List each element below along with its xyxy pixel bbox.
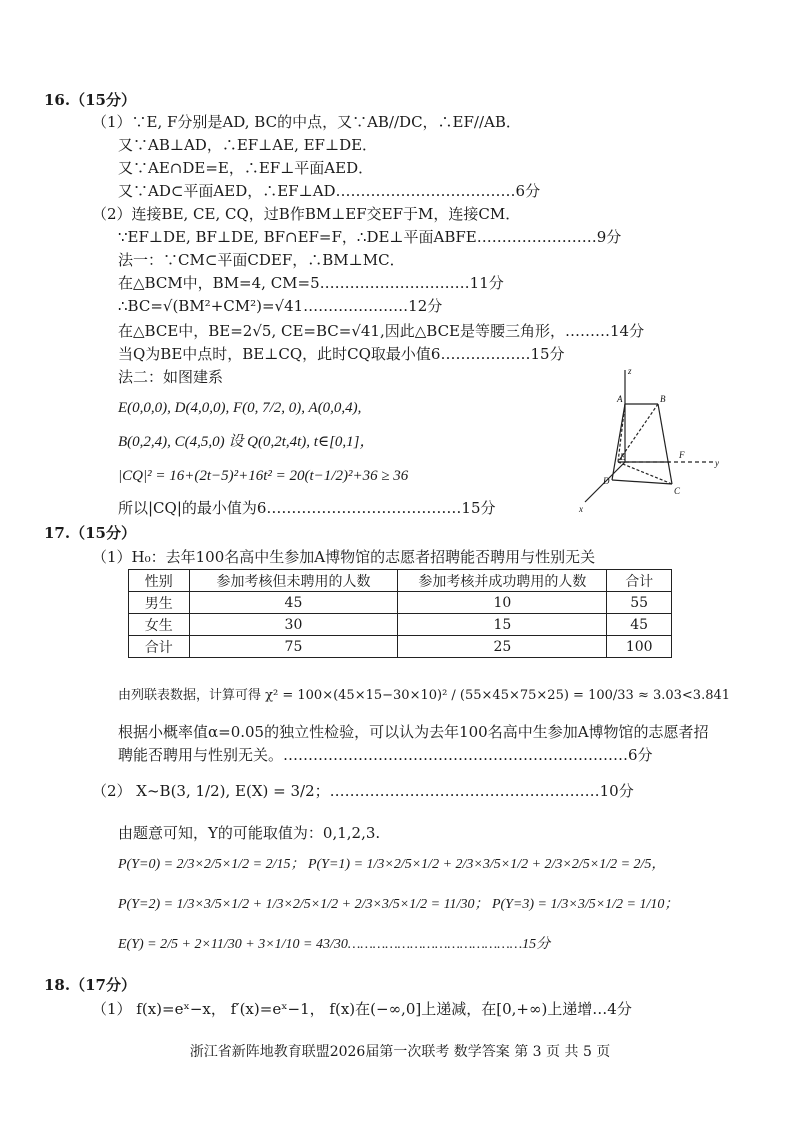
- label-C: C: [674, 486, 681, 496]
- q17-heading: 17.（15分）: [44, 524, 136, 542]
- q16-part2-line8: 法二：如图建系: [118, 368, 224, 386]
- label-B: B: [660, 394, 666, 404]
- q16-part2-line6: 在△BCE中，BE=2√5, CE=BC=√41,因此△BCE是等腰三角形，………14分: [118, 322, 645, 340]
- table-row: [129, 592, 672, 614]
- table-cell: 75: [189, 636, 398, 658]
- table-header-row: [129, 570, 672, 592]
- q17-chi-square: 由列联表数据，计算可得 χ² = 100×(45×15−30×10)² / (55×45×75×25) = 100/33 ≈ 3.03<3.841: [118, 688, 731, 703]
- table-header: 性别: [129, 570, 190, 592]
- q16-part2-line2: ∵EF⊥DE, BF⊥DE, BF∩EF=F，∴DE⊥平面ABFE……………………9分: [118, 228, 622, 246]
- table-row: [129, 636, 672, 658]
- table-cell: 30: [189, 614, 398, 636]
- label-E: E: [620, 452, 626, 462]
- q16-part2-line4: 在△BCM中，BM=4, CM=5…………………………11分: [118, 274, 504, 292]
- q16-part2-line3: 法一：∵CM⊂平面CDEF，∴BM⊥MC．: [118, 251, 405, 269]
- q17-expectation: E(Y) = 2/5 + 2×11/30 + 3×1/10 = 43/30……………………………………15分: [118, 937, 551, 952]
- table-header: 参加考核但未聘用的人数: [189, 570, 398, 592]
- table-cell: 女生: [129, 614, 190, 636]
- contingency-table: [128, 569, 672, 658]
- q18-heading: 18.（17分）: [44, 976, 136, 994]
- table-row: [129, 614, 672, 636]
- label-D: D: [603, 476, 610, 486]
- q17-part1-line3: 根据小概率值α=0.05的独立性检验，可以认为去年100名高中生参加A博物馆的志愿者招: [118, 723, 709, 741]
- q16-part2-line7: 当Q为BE中点时，BE⊥CQ，此时CQ取最小值6………………15分: [118, 345, 565, 363]
- table-cell: 15: [398, 614, 607, 636]
- q17-prob-line1: P(Y=0) = 2/3×2/5×1/2 = 2/15； P(Y=1) = 1/3×2/5×1/2 + 2/3×3/5×1/2 + 2/3×2/5×1/2 = 2/5，: [118, 857, 666, 872]
- q16-part1-line3: 又∵AE∩DE=E，∴EF⊥平面AED．: [118, 159, 374, 177]
- table-cell: 25: [398, 636, 607, 658]
- q16-part1-line1: （1）∵E, F分别是AD, BC的中点，又∵AB//DC，∴EF//AB．: [92, 113, 521, 131]
- q16-coords-line1: E(0,0,0), D(4,0,0), F(0, 7/2, 0), A(0,0,4),: [118, 400, 362, 416]
- table-header: 合计: [607, 570, 672, 592]
- label-F: F: [679, 450, 685, 460]
- q17-part1-line4: 聘能否聘用与性别无关。……………………………………………………………6分: [118, 746, 653, 764]
- q16-coords-line2: B(0,2,4), C(4,5,0) 设 Q(0,2t,4t), t∈[0,1]，: [118, 434, 375, 450]
- table-cell: 合计: [129, 636, 190, 658]
- table-cell: 100: [607, 636, 672, 658]
- q16-part2-line1: （2）连接BE, CE, CQ，过B作BM⊥EF交EF于M，连接CM．: [92, 205, 521, 223]
- edge-DC: [612, 480, 672, 484]
- label-A: A: [617, 394, 623, 404]
- q17-prob-line2: P(Y=2) = 1/3×3/5×1/2 + 1/3×2/5×1/2 + 2/3×3/5×1/2 = 11/30； P(Y=3) = 1/3×3/5×1/2 = 1/10；: [118, 897, 679, 912]
- label-x: x: [579, 504, 583, 514]
- q17-part2-line1: （2） X~B(3, 1/2), E(X) = 3/2；………………………………………………10分: [92, 782, 634, 800]
- q16-heading: 16.（15分）: [44, 91, 136, 109]
- q16-part1-line2: 又∵AB⊥AD，∴EF⊥AE, EF⊥DE．: [118, 136, 378, 154]
- table-cell: 男生: [129, 592, 190, 614]
- coordinate-figure: [570, 362, 730, 520]
- table-cell: 10: [398, 592, 607, 614]
- table-cell: 45: [607, 614, 672, 636]
- label-y: y: [715, 458, 719, 468]
- q16-cq-formula: |CQ|² = 16+(2t−5)²+16t² = 20(t−1/2)²+36 ≥ 36: [118, 468, 409, 484]
- table-cell: 55: [607, 592, 672, 614]
- edge-BC: [658, 404, 672, 484]
- q16-part2-line5: ∴BC=√(BM²+CM²)=√41…………………12分: [118, 297, 443, 315]
- q16-part1-line4: 又∵AD⊂平面AED，∴EF⊥AD………………………………6分: [118, 182, 541, 200]
- table-header: 参加考核并成功聘用的人数: [398, 570, 607, 592]
- label-z: z: [628, 366, 632, 376]
- q18-part1-line1: （1） f(x)=eˣ−x， f′(x)=eˣ−1， f(x)在(−∞,0]上递减，在[0,+∞)上递增…4分: [92, 1000, 632, 1018]
- table-cell: 45: [189, 592, 398, 614]
- q17-part2-line2: 由题意可知，Y的可能取值为：0,1,2,3.: [118, 824, 381, 842]
- q17-part1-hypothesis: （1）H₀：去年100名高中生参加A博物馆的志愿者招聘能否聘用与性别无关: [92, 548, 596, 566]
- page-footer: 浙江省新阵地教育联盟2026届第一次联考 数学答案 第 3 页 共 5 页: [189, 1044, 611, 1060]
- q16-conclusion: 所以|CQ|的最小值为6…………………………………15分: [118, 499, 496, 517]
